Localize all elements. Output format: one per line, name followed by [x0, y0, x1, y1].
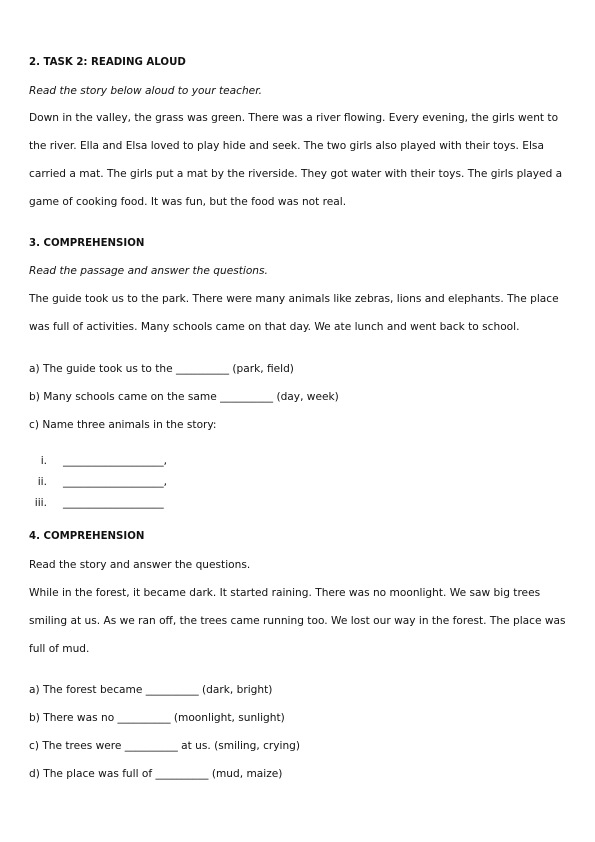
comp3-passage-line: was full of activities. Many schools came on that day. We ate lunch and went back to school.: [29, 321, 520, 333]
comp4-question-c: c) The trees were __________ at us. (smiling, crying): [29, 740, 301, 752]
comp3-question-a: a) The guide took us to the __________ (park, field): [29, 363, 294, 375]
comp3-passage-line: The guide took us to the park. There were many animals like zebras, lions and elephants. The place: [29, 293, 559, 305]
task2-story-line: the river. Ella and Elsa loved to play hide and seek. The two girls also played with their toys. Elsa: [29, 140, 544, 152]
task2-heading: 2. TASK 2: READING ALOUD: [29, 57, 186, 68]
task2-story-line: carried a mat. The girls put a mat by the riverside. They got water with their toys. The girls played a: [29, 168, 563, 180]
comp4-story-line: full of mud.: [29, 643, 90, 655]
comp3-instruction: Read the passage and answer the questions.: [29, 265, 268, 277]
task2-story-line: game of cooking food. It was fun, but the food was not real.: [29, 196, 347, 208]
comp4-question-b: b) There was no __________ (moonlight, sunlight): [29, 712, 285, 724]
comp3-question-c: c) Name three animals in the story:: [29, 419, 217, 431]
animal-answer-blank-2: ___________________,: [63, 476, 168, 488]
comp3-question-b: b) Many schools came on the same __________ (day, week): [29, 391, 339, 403]
task2-story-line: Down in the valley, the grass was green. There was a river flowing. Every evening, the girls went to: [29, 112, 559, 124]
comp4-question-d: d) The place was full of __________ (mud, maize): [29, 768, 283, 780]
comp4-story-line: smiling at us. As we ran off, the trees came running too. We lost our way in the forest. The place was: [29, 615, 566, 627]
comp3-heading: 3. COMPREHENSION: [29, 238, 145, 249]
animal-answer-blank-1: ___________________,: [63, 455, 168, 467]
comp4-story-line: While in the forest, it became dark. It started raining. There was no moonlight. We saw big trees: [29, 587, 541, 599]
animal-answer-blank-3: ___________________: [63, 497, 164, 509]
comp4-heading: 4. COMPREHENSION: [29, 531, 145, 542]
comp4-question-a: a) The forest became __________ (dark, bright): [29, 684, 273, 696]
comp4-instruction: Read the story and answer the questions.: [29, 559, 251, 571]
task2-instruction: Read the story below aloud to your teacher.: [29, 85, 262, 97]
